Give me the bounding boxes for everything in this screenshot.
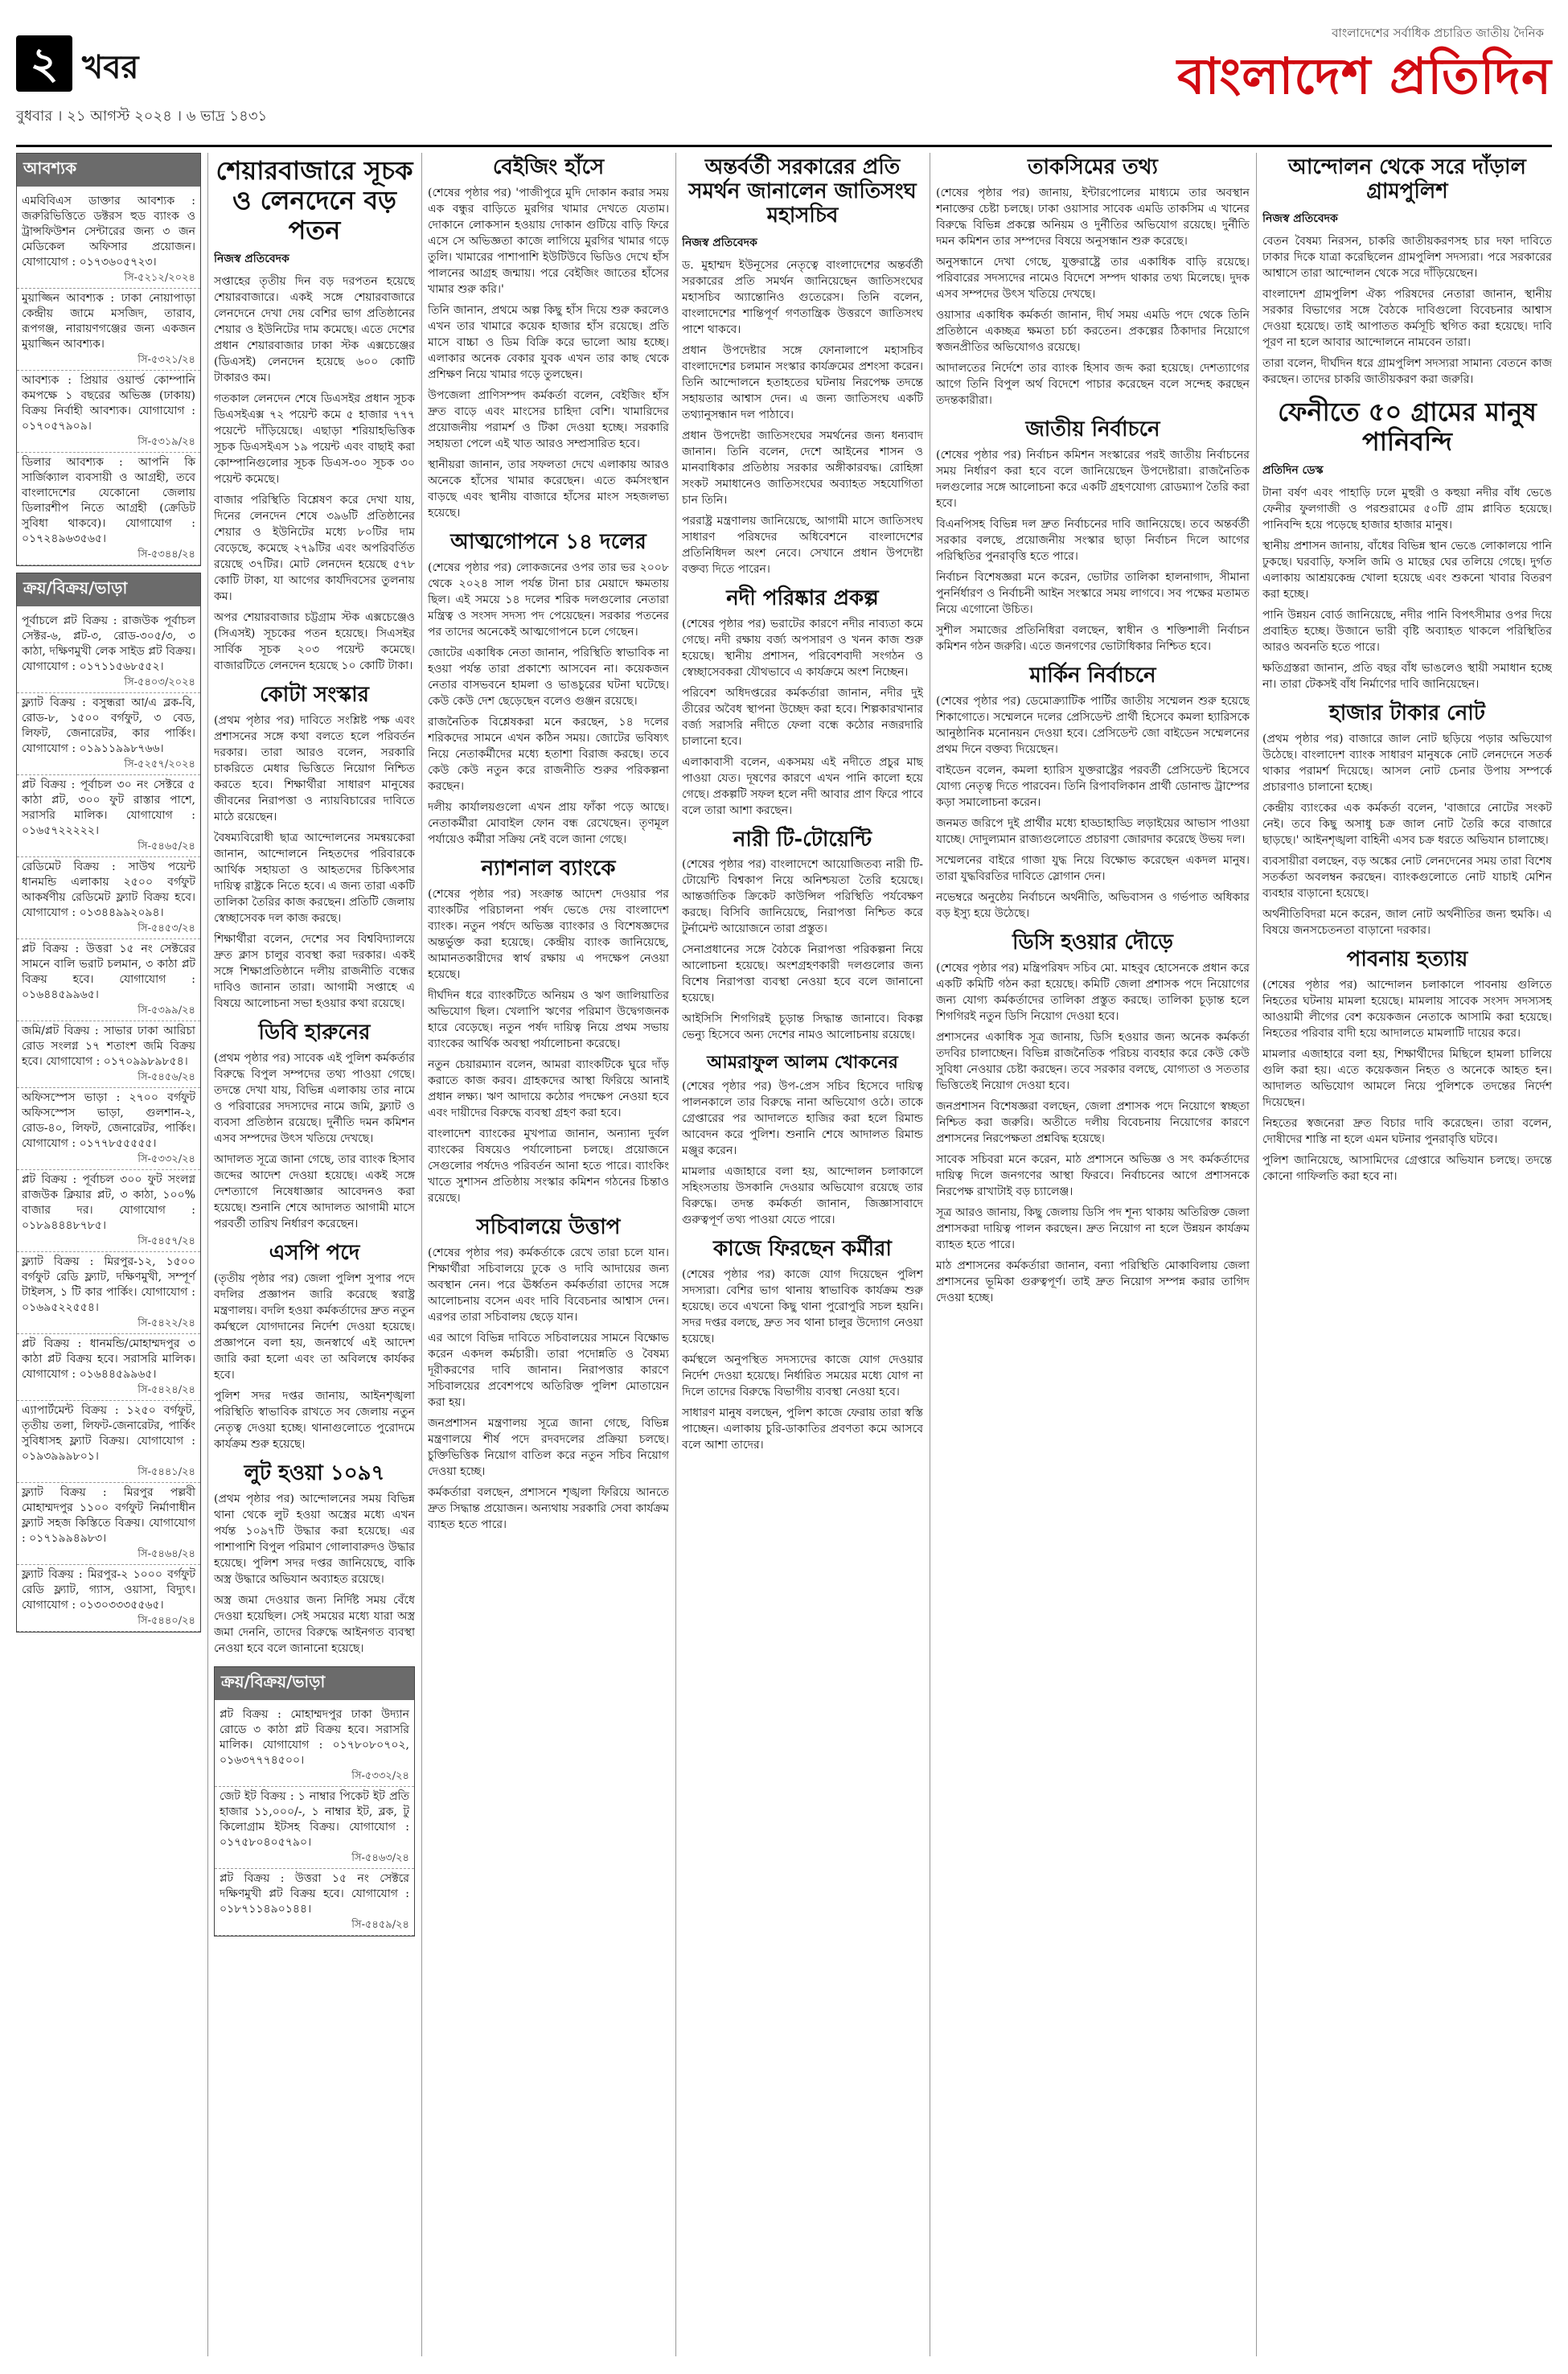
story-paragraph: পুলিশ সদর দপ্তর জানায়, আইনশৃঙ্খলা পরিস্থিতি স্বাভাবিক রাখতে সব জেলায় নতুন নেতৃত্ব দেওয়া হচ্ছে। থানাগুলোতে পুরোদমে কার্যক্রম শুরু হয়েছে।: [214, 1390, 415, 1452]
story-paragraph: শিক্ষার্থীরা বলেন, দেশের সব বিশ্ববিদ্যালয়ে দ্রুত ক্লাস চালুর ব্যবস্থা করা দরকার। একই সঙ্গে শিক্ষাপ্রতিষ্ঠানে দলীয় রাজনীতি বন্ধের দাবিও জানান তারা। আগামী সপ্তাহে এ বিষয়ে আলোচনা সভা হওয়ার কথা রয়েছে।: [214, 933, 415, 1011]
classified-ad-code: সি-৫৪৪১/২৪: [138, 1466, 195, 1478]
column-3: [428, 153, 669, 2364]
headline: জাতীয় নির্বাচনে: [1025, 417, 1160, 442]
column-2: [214, 153, 415, 2364]
story-paragraph: অস্ত্র জমা দেওয়ার জন্য নির্দিষ্ট সময় বেঁধে দেওয়া হয়েছিল। সেই সময়ের মধ্যে যারা অস্ত্র জমা দেননি, তাদের বিরুদ্ধে আইনগত ব্যবস্থা নেওয়া হবে বলে জানানো হয়েছে।: [214, 1593, 415, 1655]
story-secretariat: [428, 1216, 669, 1533]
classified-ad: [17, 289, 200, 371]
story-paragraph: বাইডেন বলেন, কমলা হ্যারিস যুক্তরাষ্ট্রের পরবর্তী প্রেসিডেন্ট হিসেবে যোগ্য নেতৃত্ব দিতে পারবেন। তিনি রিপাবলিকান প্রার্থী ডোনাল্ড ট্রাম্পের কড়া সমালোচনা করেন।: [936, 763, 1250, 809]
classified-ad: [17, 939, 200, 1021]
classified-ad-text: ফ্ল্যাট বিক্রয় : মিরপুর-১২, ১৫০০ বর্গফুট রেডি ফ্ল্যাট, দক্ষিণমুখী, সম্পূর্ণ টাইলস, ১ টি কার পার্কিং। যোগাযোগ : ০১৬৯৫২২৫৫৪।: [22, 1255, 195, 1314]
story-paragraph: অপর শেয়ারবাজার চট্টগ্রাম স্টক এক্সচেঞ্জেও (সিএসই) সূচকের পতন হয়েছে। সিএসইর সার্বিক সূচক ২০৩ পয়েন্ট কমেছে। বাজারটিতে লেনদেন হয়েছে ১০ কোটি টাকা।: [214, 611, 415, 673]
story-loot: [214, 1462, 415, 1657]
story-paragraph: মাঠ প্রশাসনের কর্মকর্তারা জানান, বন্যা পরিস্থিতি মোকাবিলায় জেলা প্রশাসনের ভূমিকা গুরুত্বপূর্ণ। তাই দ্রুত নিয়োগ সম্পন্ন করার তাগিদ দেওয়া হচ্ছে।: [936, 1259, 1250, 1304]
classified-ad-text: জেট ইট বিক্রয় : ১ নাম্বার পিকেট ইট প্রতি হাজার ১১,০০০/-, ১ নাম্বার ইট, ব্লক, টু কিলোগ্রাম ইটসহ বিক্রয়। যোগাযোগ : ০১৭৫৮০৪০৫৭৯০।: [220, 1789, 409, 1849]
story-sp: [214, 1242, 415, 1452]
story-t20: [682, 828, 923, 1044]
classified-ad: [17, 1170, 200, 1252]
classified-ad: [17, 453, 200, 565]
story-paragraph: কেন্দ্রীয় ব্যাংকের এক কর্মকর্তা বলেন, 'বাজারে নোটের সংকট নেই। তবে কিছু অসাধু চক্র জাল নোট তৈরি করে বাজারে ছাড়ছে।' আইনশৃঙ্খলা বাহিনী এসব চক্র ধরতে অভিযান চালাচ্ছে।: [1262, 802, 1552, 848]
column-6: [1262, 153, 1552, 2364]
story-paragraph: বাংলাদেশ গ্রামপুলিশ ঐক্য পরিষদের নেতারা জানান, স্থানীয় সরকার বিভাগের সঙ্গে বৈঠকে দাবিগুলো বিবেচনার আশ্বাস দেওয়া হয়েছে। তাই আপাতত কর্মসূচি স্থগিত করা হয়েছে। দাবি পূরণ না হলে আবার আন্দোলনে নামবেন তারা।: [1262, 287, 1552, 349]
classified-ad: [17, 191, 200, 289]
story-paragraph: পানি উন্নয়ন বোর্ড জানিয়েছে, নদীর পানি বিপৎসীমার ওপর দিয়ে প্রবাহিত হচ্ছে। উজানে ভারী বৃষ্টি অব্যাহত থাকলে পরিস্থিতির আরও অবনতি হতে পারে।: [1262, 609, 1552, 655]
story-paragraph: জনমত জরিপে দুই প্রার্থীর মধ্যে হাড্ডাহাড্ডি লড়াইয়ের আভাস পাওয়া যাচ্ছে। দোদুল্যমান রাজ্যগুলোতে প্রচারণা জোরদার করেছে উভয় দল।: [936, 816, 1250, 846]
headline: এসপি পদে: [269, 1241, 360, 1266]
headline: নারী টি-টোয়েন্টি: [733, 827, 872, 852]
byline: নিজস্ব প্রতিবেদক: [1262, 212, 1338, 225]
classified-ad-code: সি-৫৪২৪/২৪: [138, 1384, 195, 1396]
headline: কাজে ফিরছেন কর্মীরা: [713, 1236, 892, 1261]
classified-ad-code: সি-৫৩১৯/২৪: [138, 436, 195, 448]
story-paragraph: অর্থনীতিবিদরা মনে করেন, জাল নোট অর্থনীতির জন্য হুমকি। এ বিষয়ে জনসচেতনতা বাড়ানো দরকার।: [1262, 908, 1552, 938]
classified-ad-text: ফ্ল্যাট বিক্রয় : মিরপুর-২ ১০০০ বর্গফুট রেডি ফ্ল্যাট, গ্যাস, ওয়াসা, বিদ্যুৎ। যোগাযোগ : ০১৩০৩৩৩৫৫৬৫।: [22, 1568, 195, 1612]
story-paragraph: (প্রথম পৃষ্ঠার পর) আন্দোলনের সময় বিভিন্ন থানা থেকে লুট হওয়া অস্ত্রের মধ্যে এখন পর্যন্ত ১০৯৭টি উদ্ধার করা হয়েছে। এর পাশাপাশি বিপুল পরিমাণ গোলাবারুদও উদ্ধার হয়েছে। পুলিশ সদর দপ্তর জানিয়েছে, বাকি অস্ত্র উদ্ধারে অভিযান অব্যাহত রয়েছে।: [214, 1492, 415, 1586]
classified-ad-text: প্লট বিক্রয় : ধানমন্ডি/মোহাম্মদপুর ৩ কাঠা প্লট বিক্রয় হবে। সরাসরি মালিক। যোগাযোগ : ০১৬৪৪৫৯৯৬৫।: [22, 1337, 195, 1381]
masthead-rule: [16, 145, 1552, 147]
classified-ad-text: প্লট বিক্রয় : পূর্বাচল ৩০০ ফুট সংলগ্ন রাজউক ক্লিয়ার প্লট, ৩ কাঠা, ১০০% বাজার দর। যোগাযোগ : ০১৮৯৪৪৪৮৭৮৫।: [22, 1173, 195, 1232]
classified-ad: [17, 1021, 200, 1088]
classified-ad-code: সি-৫৩৩২/২৪: [138, 1153, 195, 1165]
classified-ad: [17, 1565, 200, 1632]
classified-ad-text: মুয়াজ্জিন আবশ্যক : ঢাকা নোয়াপাড়া কেন্দ্রীয় জামে মসজিদ, তারাব, রূপগঞ্জ, নারায়ণগঞ্জের জন্য একজন মুয়াজ্জিন আবশ্যক।: [22, 292, 195, 351]
story-paragraph: রাজনৈতিক বিশ্লেষকরা মনে করছেন, ১৪ দলের শরিকদের সামনে এখন কঠিন সময়। জোটের ভবিষ্যৎ নিয়ে নেতাকর্মীদের মধ্যে হতাশা বিরাজ করছে। তবে কেউ কেউ নতুন করে রাজনীতি শুরুর পরিকল্পনা করছেন।: [428, 715, 669, 793]
headline: কোটা সংস্কার: [260, 683, 369, 708]
story-workers: [682, 1238, 923, 1453]
classified-ad-text: অফিসস্পেস ভাড়া : ২৭০০ বর্গফুট অফিসস্পেস ভাড়া, গুলশান-২, রোড-৪০, লিফট, জেনারেটর, পার্কিং। যোগাযোগ : ০১৭৭৮৫৫৫৫৫।: [22, 1091, 195, 1150]
story-paragraph: পররাষ্ট্র মন্ত্রণালয় জানিয়েছে, আগামী মাসে জাতিসংঘ সাধারণ পরিষদের অধিবেশনে বাংলাদেশের প্রতিনিধিদল অংশ নেবে। সেখানে প্রধান উপদেষ্টা বক্তব্য দিতে পারেন।: [682, 514, 923, 576]
story-paragraph: (শেষের পৃষ্ঠার পর) বাংলাদেশে আয়োজিতব্য নারী টি-টোয়েন্টি বিশ্বকাপ নিয়ে অনিশ্চয়তা তৈরি হয়েছে। আন্তর্জাতিক ক্রিকেট কাউন্সিল পরিস্থিতি পর্যবেক্ষণ করছে। বিসিবি জানিয়েছে, নিরাপত্তা নিশ্চিত করে টুর্নামেন্ট আয়োজনে তারা প্রস্তুত।: [682, 858, 923, 936]
story-paragraph: (শেষের পৃষ্ঠার পর) কর্মকর্তাকে রেখে তারা চলে যান। শিক্ষার্থীরা সচিবালয়ে ঢুকে ও দাবি আদায়ের জন্য অবস্থান নেন। পরে ঊর্ধ্বতন কর্মকর্তারা তাদের সঙ্গে আলোচনায় বসেন এবং দাবি বিবেচনার আশ্বাস দেন। এরপর তারা সচিবালয় ছেড়ে যান।: [428, 1246, 669, 1324]
story-paragraph: জনপ্রশাসন মন্ত্রণালয় সূত্রে জানা গেছে, বিভিন্ন মন্ত্রণালয়ে শীর্ষ পদে রদবদলের প্রক্রিয়া চলছে। চুক্তিভিত্তিক নিয়োগ বাতিল করে নতুন সচিব নিয়োগ দেওয়া হচ্ছে।: [428, 1416, 669, 1478]
story-paragraph: পুলিশ জানিয়েছে, আসামিদের গ্রেপ্তারে অভিযান চলছে। তদন্তে কোনো গাফিলতি করা হবে না।: [1262, 1154, 1552, 1184]
story-paragraph: প্রধান উপদেষ্টার সঙ্গে ফোনালাপে মহাসচিব বাংলাদেশের চলমান সংস্কার কার্যক্রমের প্রশংসা করেন। তিনি আন্দোলনে হতাহতের ঘটনায় নিরপেক্ষ তদন্তে সহায়তার আশ্বাস দেন। এ জন্য জাতিসংঘ একটি তথ্যানুসন্ধান দল পাঠাবে।: [682, 343, 923, 421]
story-paragraph: নিহতের স্বজনেরা দ্রুত বিচার দাবি করেছেন। তারা বলেন, দোষীদের শাস্তি না হলে এমন ঘটনার পুনরাবৃত্তি ঘটবে।: [1262, 1117, 1552, 1147]
story-paragraph: সাবেক সচিবরা মনে করেন, মাঠ প্রশাসনে অভিজ্ঞ ও সৎ কর্মকর্তাদের দায়িত্ব দিলে জনগণের আস্থা ফিরবে। নির্বাচনের আগে প্রশাসনকে নিরপেক্ষ রাখাটাই বড় চ্যালেঞ্জ।: [936, 1152, 1250, 1198]
classified-ad-code: সি-৫৪২২/২৪: [138, 1317, 195, 1329]
classified-heading: ক্রয়/বিক্রয়/ভাড়া: [215, 1667, 414, 1700]
story-paragraph: ব্যবসায়ীরা বলছেন, বড় অঙ্কের নোট লেনদেনের সময় তারা বিশেষ সতর্কতা অবলম্বন করছেন। ব্যাংকগুলোতে নোট যাচাই মেশিন ব্যবহার বাড়ানো হয়েছে।: [1262, 855, 1552, 901]
classified-ad: [17, 611, 200, 693]
section-title: খবর: [82, 49, 139, 86]
story-paragraph: (শেষের পৃষ্ঠার পর) জানায়, ইন্টারপোলের মাধ্যমে তার অবস্থান শনাক্তের চেষ্টা চলছে। ঢাকা ওয়াসার সাবেক এমডি তাকসিম এ খানের বিরুদ্ধে বিভিন্ন প্রকল্পে অনিয়ম ও দুর্নীতির অভিযোগ রয়েছে। দুর্নীতি দমন কমিশন তার সম্পদের বিষয়ে অনুসন্ধান শুরু করেছে।: [936, 186, 1250, 248]
story-paragraph: আইসিসি শিগগিরই চূড়ান্ত সিদ্ধান্ত জানাবে। বিকল্প ভেন্যু হিসেবে অন্য দেশের নামও আলোচনায় রয়েছে।: [682, 1012, 923, 1042]
story-paragraph: বাজার পরিস্থিতি বিশ্লেষণ করে দেখা যায়, দিনের লেনদেন শেষে ৩৯৬টি প্রতিষ্ঠানের শেয়ার ও ইউনিটের মধ্যে ৮০টির দাম বেড়েছে, কমেছে ২৭৯টির এবং অপরিবর্তিত রয়েছে ৩৭টির। মোট লেনদেন হয়েছে ৫৭৮ কোটি টাকা, যা আগের কার্যদিবসের তুলনায় কম।: [214, 494, 415, 604]
classified-ad: [17, 371, 200, 453]
classified-ad-code: সি-৫২১২/২০২৪: [124, 272, 195, 284]
story-us-election: [936, 664, 1250, 922]
story-paragraph: মামলার এজাহারে বলা হয়, আন্দোলন চলাকালে সহিংসতায় উসকানি দেওয়ার অভিযোগ রয়েছে তার বিরুদ্ধে। তদন্ত কর্মকর্তা জানান, জিজ্ঞাসাবাদে গুরুত্বপূর্ণ তথ্য পাওয়া যেতে পারে।: [682, 1164, 923, 1226]
byline: প্রতিদিন ডেস্ক: [1262, 464, 1324, 478]
story-paragraph: জোটের একাধিক নেতা জানান, পরিস্থিতি স্বাভাবিক না হওয়া পর্যন্ত তারা প্রকাশ্যে আসবেন না। কয়েকজন নেতার বাসভবনে হামলা ও ভাঙচুরের ঘটনা ঘটেছে। কেউ কেউ দেশ ছেড়েছেন বলেও গুঞ্জন রয়েছে।: [428, 646, 669, 708]
story-paragraph: (শেষের পৃষ্ঠার পর) কাজে যোগ দিয়েছেন পুলিশ সদস্যরা। বেশির ভাগ থানায় স্বাভাবিক কার্যক্রম শুরু হয়েছে। তবে এখনো কিছু থানা পুরোপুরি সচল হয়নি। সদর দপ্তর বলছে, দ্রুত সব থানা চালুর উদ্যোগ নেওয়া হয়েছে।: [682, 1267, 923, 1345]
story-paragraph: (শেষের পৃষ্ঠার পর) নির্বাচন কমিশন সংস্কারের পরই জাতীয় নির্বাচনের সময় নির্ধারণ করা হবে বলে জানিয়েছেন উপদেষ্টারা। রাজনৈতিক দলগুলোর সঙ্গে আলোচনা করে একটি গ্রহণযোগ্য রোডম্যাপ তৈরি করা হবে।: [936, 448, 1250, 510]
story-paragraph: বেতন বৈষম্য নিরসন, চাকরি জাতীয়করণসহ চার দফা দাবিতে ঢাকার দিকে যাত্রা করেছিলেন গ্রামপুলিশ সদস্যরা। পরে সরকারের আশ্বাসে তারা আন্দোলন থেকে সরে দাঁড়িয়েছেন।: [1262, 234, 1552, 280]
story-paragraph: বৈষম্যবিরোধী ছাত্র আন্দোলনের সমন্বয়কেরা জানান, আন্দোলনে নিহতদের পরিবারকে আর্থিক সহায়তা ও আহতদের চিকিৎসার দায়িত্ব রাষ্ট্রকে নিতে হবে। এ জন্য তারা একটি তালিকা তৈরির কাজ করছেন। প্রতিটি জেলায় স্বেচ্ছাসেবক দল কাজ করছে।: [214, 832, 415, 926]
story-national-bank: [428, 857, 669, 1206]
classified-ad-code: সি-৫৪০৩/২০২৪: [124, 676, 195, 688]
classified-ad: [17, 775, 200, 857]
story-paragraph: সাধারণ মানুষ বলছেন, পুলিশ কাজে ফেরায় তারা স্বস্তি পাচ্ছেন। এলাকায় চুরি-ডাকাতির প্রবণতা কমে আসবে বলে আশা তাদের।: [682, 1406, 923, 1452]
story-river: [682, 587, 923, 819]
classified-ad-text: জমি/প্লট বিক্রয় : সাভার ঢাকা আরিচা রোড সংলগ্ন ১৭ শতাংশ জমি বিক্রয় হবে। যোগাযোগ : ০১৭০৯৯৮৯৮৫৪।: [22, 1025, 195, 1068]
classified-section-sale-2: [214, 1666, 415, 1937]
classified-ad-text: প্লট বিক্রয় : পূর্বাচল ৩০ নং সেক্টরে ৫ কাঠা প্লট, ৩০০ ফুট রাস্তার পাশে, সরাসরি মালিক। যোগাযোগ : ০১৬৫৭২২২২২।: [22, 778, 195, 837]
classified-ad-code: সি-৫৪৫৩/২৪: [138, 922, 195, 934]
classified-heading: ক্রয়/বিক্রয়/ভাড়া: [17, 573, 200, 606]
story-paragraph: এলাকাবাসী বলেন, একসময় এই নদীতে প্রচুর মাছ পাওয়া যেত। দূষণের কারণে এখন পানি কালো হয়ে গেছে। প্রকল্পটি সফল হলে নদী আবার প্রাণ ফিরে পাবে বলে তারা আশা করছেন।: [682, 755, 923, 817]
classified-ad-code: সি-৫২৫৭/২০২৪: [124, 758, 195, 770]
classified-ad-text: ফ্ল্যাট বিক্রয় : মিরপুর পল্লবী মোহাম্মদপুর ১১০০ বর্গফুট নির্মাণাধীন ফ্ল্যাট সহজ কিস্তিতে বিক্রয়। যোগাযোগ : ০১৭১৯৯৪৯৮৩।: [22, 1486, 195, 1545]
classified-ad-text: ডিলার আবশ্যক : আপনি কি সাৰ্জিক্যাল ব্যবসায়ী ও আগ্রহী, তবে বাংলাদেশের যেকোনো জেলায় ডিলারশীপ নিতে আগ্রহী (ক্রেডিট সুবিধা থাকবে)। যোগাযোগ : ০১৭২৪৯৬৩৫৬৫।: [22, 456, 195, 545]
classified-heading: আবশ্যক: [17, 154, 200, 187]
story-paragraph: নভেম্বরে অনুষ্ঠেয় নির্বাচনে অর্থনীতি, অভিবাসন ও গর্ভপাত অধিকার বড় ইস্যু হয়ে উঠেছে।: [936, 890, 1250, 920]
byline: নিজস্ব প্রতিবেদক: [682, 236, 757, 249]
story-paragraph: সম্মেলনের বাইরে গাজা যুদ্ধ নিয়ে বিক্ষোভ করেছেন একদল মানুষ। তারা যুদ্ধবিরতির দাবিতে স্লোগান দেন।: [936, 853, 1250, 883]
story-paragraph: ক্ষতিগ্রস্তরা জানান, প্রতি বছর বাঁধ ভাঙলেও স্থায়ী সমাধান হচ্ছে না। তারা টেকসই বাঁধ নির্মাণের দাবি জানিয়েছেন।: [1262, 662, 1552, 692]
story-paragraph: তিনি জানান, প্রথমে অল্প কিছু হাঁস দিয়ে শুরু করলেও এখন তার খামারে কয়েক হাজার হাঁস রয়েছে। প্রতি মাসে বাচ্চা ও ডিম বিক্রি করে ভালো আয় হচ্ছে। এলাকার অনেক বেকার যুবক এখন তার কাছ থেকে প্রশিক্ষণ নিয়ে খামার গড়ে তুলছেন।: [428, 303, 669, 381]
classified-ad: [17, 1252, 200, 1334]
classified-ad-text: প্লট বিক্রয় : উত্তরা ১৫ নং সেক্টরে দক্ষিণমুখী প্লট বিক্রয় হবে। যোগাযোগ : ০১৮৭১১৪৯০১৪৪।: [220, 1871, 409, 1916]
story-feni-flood: [1262, 397, 1552, 693]
newspaper-tagline: বাংলাদেশের সর্বাধিক প্রচারিত জাতীয় দৈনিক: [1332, 26, 1544, 40]
story-paragraph: অনুসন্ধানে দেখা গেছে, যুক্তরাষ্ট্রে তার একাধিক বাড়ি রয়েছে। পরিবারের সদস্যদের নামেও বিদেশে সম্পদ থাকার তথ্য মিলেছে। দুদক এসব সম্পদের উৎস খতিয়ে দেখছে।: [936, 255, 1250, 301]
story-paragraph: (প্রথম পৃষ্ঠার পর) বাজারে জাল নোট ছড়িয়ে পড়ার অভিযোগ উঠেছে। বাংলাদেশ ব্যাংক সাধারণ মানুষকে নোট লেনদেনে সতর্ক থাকার পরামর্শ দিয়েছে। আসল নোট চেনার উপায় সম্পর্কে প্রচারণাও চালানো হচ্ছে।: [1262, 733, 1552, 795]
story-paragraph: নির্বাচন বিশেষজ্ঞরা মনে করেন, ভোটার তালিকা হালনাগাদ, সীমানা পুনর্নির্ধারণ ও নির্বাচনী আইন সংস্কারে সময় লাগবে। সব পক্ষের মতামত নিয়ে এগোনো উচিত।: [936, 570, 1250, 616]
story-paragraph: (শেষের পৃষ্ঠার পর) মন্ত্রিপরিষদ সচিব মো. মাহবুব হোসেনকে প্রধান করে একটি কমিটি গঠন করা হয়েছে। কমিটি জেলা প্রশাসক পদে নিয়োগের জন্য যোগ্য কর্মকর্তাদের তালিকা প্রস্তুত করছে। তালিকা চূড়ান্ত হলে শিগগিরই নতুন ডিসি নিয়োগ দেওয়া হবে।: [936, 961, 1250, 1023]
classifieds-column: [16, 153, 201, 2364]
story-paragraph: আদালত সূত্রে জানা গেছে, তার ব্যাংক হিসাব জব্দের আদেশ দেওয়া হয়েছে। একই সঙ্গে দেশত্যাগে নিষেধাজ্ঞার আবেদনও করা হয়েছে। শুনানি শেষে আদালত আগামী মাসে পরবর্তী তারিখ নির্ধারণ করেছেন।: [214, 1153, 415, 1231]
classified-ad-code: সি-৫৪৫৭/২৪: [138, 1235, 195, 1247]
story-paragraph: (শেষের পৃষ্ঠার পর) ভরাটের কারণে নদীর নাব্যতা কমে গেছে। নদী রক্ষায় বর্জ্য অপসারণ ও খনন কাজ শুরু হয়েছে। স্থানীয় প্রশাসন, পরিবেশবাদী সংগঠন ও স্বেচ্ছাসেবকরা যৌথভাবে এ কার্যক্রমে অংশ নিচ্ছেন।: [682, 617, 923, 679]
story-thousand-note: [1262, 702, 1552, 939]
story-paragraph: প্রধান উপদেষ্টা জাতিসংঘের সমর্থনের জন্য ধন্যবাদ জানান। তিনি বলেন, দেশে আইনের শাসন ও মানবাধিকার প্রতিষ্ঠায় সরকার অঙ্গীকারবদ্ধ। রোহিঙ্গা সংকট সমাধানেও জাতিসংঘের অব্যাহত সহযোগিতা চান তিনি।: [682, 429, 923, 507]
headline: শেয়ারবাজারে সূচক ও লেনদেনে বড় পতন: [215, 155, 413, 245]
headline: আমরাফুল আলম খোকনের: [707, 1052, 898, 1074]
column-divider: [1256, 153, 1257, 2356]
classified-ad: [17, 1401, 200, 1483]
story-paragraph: স্থানীয়রা জানান, তার সফলতা দেখে এলাকায় আরও অনেকে হাঁসের খামার করেছেন। এতে কর্মসংস্থান বাড়ছে এবং স্থানীয় বাজারে হাঁসের মাংস সহজলভ্য হয়েছে।: [428, 458, 669, 520]
classified-ad-code: সি-৫৩২১/২৪: [138, 354, 195, 366]
story-paragraph: স্থানীয় প্রশাসন জানায়, বাঁধের বিভিন্ন স্থান ভেঙে লোকালয়ে পানি ঢুকছে। ঘরবাড়ি, ফসলি জমি ও মাছের ঘের তলিয়ে গেছে। দুর্গত এলাকায় আশ্রয়কেন্দ্র খোলা হয়েছে এবং শুকনো খাবার বিতরণ করা হচ্ছে।: [1262, 540, 1552, 602]
story-paragraph: দলীয় কার্যালয়গুলো এখন প্রায় ফাঁকা পড়ে আছে। নেতাকর্মীরা মোবাইল ফোন বন্ধ রেখেছেন। তৃণমূল পর্যায়েও কর্মীরা সক্রিয় নেই বলে জানা গেছে।: [428, 800, 669, 846]
newspaper-name: বাংলাদেশ প্রতিদিন: [1177, 47, 1552, 105]
column-4: [682, 153, 923, 2364]
story-paragraph: প্রশাসনের একাধিক সূত্র জানায়, ডিসি হওয়ার জন্য অনেক কর্মকর্তা তদবির চালাচ্ছেন। বিভিন্ন রাজনৈতিক পরিচয় ব্যবহার করে কেউ কেউ সুবিধা নেওয়ার চেষ্টা করছেন। তবে সরকার বলছে, যোগ্যতা ও সততার ভিত্তিতেই নিয়োগ দেওয়া হবে।: [936, 1030, 1250, 1092]
classified-ad: [17, 693, 200, 775]
classified-ad-code: সি-৫৪৬৫/২৪: [138, 840, 195, 852]
classified-ad-text: পূর্বাচলে প্লট বিক্রয় : রাজউক পূর্বাচল সেক্টর-৬, প্লট-৩, রোড-৩০৫/৩, ৩ কাঠা, দক্ষিণমুখী লেক সাইড প্লট বিক্রয়। যোগাযোগ : ০১৭১১৫৬৮৫৫২।: [22, 614, 195, 673]
story-national-election: [936, 418, 1250, 655]
classified-ad: [17, 1088, 200, 1170]
story-taksim: [936, 156, 1250, 409]
story-paragraph: কর্মকর্তারা বলছেন, প্রশাসনে শৃঙ্খলা ফিরিয়ে আনতে দ্রুত সিদ্ধান্ত প্রয়োজন। অন্যথায় সরকারি সেবা কার্যক্রম ব্যাহত হতে পারে।: [428, 1485, 669, 1531]
story-paragraph: নতুন চেয়ারম্যান বলেন, আমরা ব্যাংকটিকে ঘুরে দাঁড় করাতে কাজ করব। গ্রাহকদের আস্থা ফিরিয়ে আনাই প্রধান লক্ষ্য। ঋণ আদায়ে কঠোর পদক্ষেপ নেওয়া হবে এবং দায়ীদের বিরুদ্ধে ব্যবস্থা গ্রহণ করা হবে।: [428, 1058, 669, 1119]
story-paragraph: বিএনপিসহ বিভিন্ন দল দ্রুত নির্বাচনের দাবি জানিয়েছে। তবে অন্তর্বর্তী সরকার বলছে, প্রয়োজনীয় সংস্কার ছাড়া নির্বাচন দিলে আগের পরিস্থিতির পুনরাবৃত্তি হতে পারে।: [936, 517, 1250, 563]
classified-ad-text: প্লট বিক্রয় : মোহাম্মদপুর ঢাকা উদ্যান রোডে ৩ কাঠা প্লট বিক্রয় হবে। সরাসরি মালিক। যোগাযোগ : ০১৭৮০৮০৭০২, ০১৬৩৭৭৭৪৫০০।: [220, 1707, 409, 1767]
story-hiding: [428, 531, 669, 848]
classified-ad: [215, 1705, 414, 1787]
column-divider: [421, 153, 422, 2356]
dateline: বুধবার । ২১ আগস্ট ২০২৪ । ৬ ভাদ্র ১৪৩১: [16, 108, 268, 125]
classified-ad-code: সি-৫৪৫৯/২৪: [351, 1918, 409, 1931]
headline: বেইজিং হাঁসে: [492, 155, 605, 179]
story-paragraph: পরিবেশ অধিদপ্তরের কর্মকর্তারা জানান, নদীর দুই তীরের অবৈধ স্থাপনা উচ্ছেদ করা হবে। শিল্পকারখানার বর্জ্য সরাসরি নদীতে ফেলা বন্ধে কঠোর নজরদারি চালানো হবে।: [682, 686, 923, 748]
story-paragraph: সেনাপ্রধানের সঙ্গে বৈঠকে নিরাপত্তা পরিকল্পনা নিয়ে আলোচনা হয়েছে। অংশগ্রহণকারী দলগুলোর জন্য বিশেষ নিরাপত্তা ব্যবস্থা নেওয়া হবে বলে জানানো হয়েছে।: [682, 943, 923, 1005]
masthead: [16, 24, 1552, 145]
headline: আন্দোলন থেকে সরে দাঁড়াল গ্রামপুলিশ: [1288, 155, 1526, 203]
classified-ad-code: সি-৫৪৬৪/২৪: [138, 1548, 195, 1560]
story-interim-government: [682, 156, 923, 577]
story-paragraph: (শেষের পৃষ্ঠার পর) ডেমোক্র্যাটিক পার্টির জাতীয় সম্মেলন শুরু হয়েছে শিকাগোতে। সম্মেলনে দলের প্রেসিডেন্ট প্রার্থী হিসেবে কমলা হ্যারিসকে আনুষ্ঠানিক মনোনয়ন দেওয়া হবে। প্রেসিডেন্ট জো বাইডেন সম্মেলনের প্রথম দিনে বক্তব্য দিয়েছেন।: [936, 694, 1250, 756]
headline: আত্মগোপনে ১৪ দলের: [450, 529, 646, 554]
story-quota: [214, 684, 415, 1012]
story-paragraph: বাংলাদেশ ব্যাংকের মুখপাত্র জানান, অন্যান্য দুর্বল ব্যাংকের বিষয়েও পর্যালোচনা চলছে। প্রয়োজনে সেগুলোর পর্ষদেও পরিবর্তন আনা হতে পারে। ব্যাংকিং খাতে সুশাসন প্রতিষ্ঠায় সংস্কার কমিশন গঠনের চিন্তাও রয়েছে।: [428, 1127, 669, 1205]
classified-ad-text: রেডিমেট বিক্রয় : সাউথ পয়েন্ট ধানমন্ডি এলাকায় ২৫০০ বর্গফুট আকর্ষণীয় রেডিমেট ফ্ল্যাট বিক্রয় হবে। যোগাযোগ : ০১৩৪৪৯৯২০৯৪।: [22, 860, 195, 919]
classified-section-wanted: [16, 153, 201, 566]
classified-ad-code: সি-৫৪৬৩/২৪: [351, 1851, 409, 1864]
story-paragraph: মামলার এজাহারে বলা হয়, শিক্ষার্থীদের মিছিলে হামলা চালিয়ে গুলি করা হয়। এতে কয়েকজন নিহত ও অনেকে আহত হন। আদালত অভিযোগ আমলে নিয়ে পুলিশকে তদন্তের নির্দেশ দিয়েছেন।: [1262, 1048, 1552, 1110]
story-paragraph: (তৃতীয় পৃষ্ঠার পর) জেলা পুলিশ সুপার পদে বদলির প্রজ্ঞাপন জারি করেছে স্বরাষ্ট্র মন্ত্রণালয়। বদলি হওয়া কর্মকর্তাদের দ্রুত নতুন কর্মস্থলে যোগদানের নির্দেশ দেওয়া হয়েছে। প্রজ্ঞাপনে বলা হয়, জনস্বার্থে এই আদেশ জারি করা হলো এবং তা অবিলম্বে কার্যকর হবে।: [214, 1272, 415, 1382]
classified-ad-text: আবশ্যক : প্রিয়ার ওয়ার্ল্ড কোম্পানি কমপক্ষে ১ বছরের অভিজ্ঞ (ঢাকায়) বিক্রয় নির্বাহী আবশ্যক। যোগাযোগ : ০১৭০৫৭৯০৯।: [22, 374, 195, 433]
classified-ad-text: এমবিবিএস ডাক্তার আবশ্যক : জরুরিভিত্তিতে ডক্টরস হুড ব্যাংক ও ট্রান্সফিউশন সেন্টারের জন্য ৩ জন মেডিকেল অফিসার প্রয়োজন। যোগাযোগ : ০১৭৩৬০৫৭২৩।: [22, 195, 195, 269]
page-number: ২: [16, 35, 72, 92]
story-dc-race: [936, 931, 1250, 1306]
headline: ফেনীতে ৫০ গ্রামের মানুষ পানিবন্দি: [1278, 396, 1537, 457]
classified-ad-code: সি-৫৪৫৬/২৪: [138, 1071, 195, 1083]
headline: তাকসিমের তথ্য: [1028, 155, 1158, 179]
story-paragraph: আদালতের নির্দেশে তার ব্যাংক হিসাব জব্দ করা হয়েছে। দেশত্যাগের আগে তিনি বিপুল অর্থ বিদেশে পাচার করেছেন বলে সন্দেহ করছেন তদন্তকারীরা।: [936, 361, 1250, 407]
column-divider: [207, 153, 208, 2356]
headline: নদী পরিষ্কার প্রকল্প: [726, 585, 879, 610]
story-paragraph: ড. মুহাম্মদ ইউনূসের নেতৃত্বে বাংলাদেশের অন্তর্বর্তী সরকারের প্রতি সমর্থন জানিয়েছেন জাতিসংঘের মহাসচিব অ্যান্তোনিও গুতেরেস। তিনি বলেন, বাংলাদেশের শান্তিপূর্ণ গণতান্ত্রিক উত্তরণে জাতিসংঘ পাশে থাকবে।: [682, 258, 923, 336]
story-paragraph: (শেষের পৃষ্ঠার পর) 'পাজীপুরে মুদি দোকান করার সময় এক বন্ধুর বাড়িতে মুরগির খামার দেখতে যেতাম। দোকানে লোকসান হওয়ায় দোকান গুটিয়ে বাড়ি ফিরে এসে সে অভিজ্ঞতা কাজে লাগিয়ে মুরগির খামার গড়ে তুলি। খামারের পাশাপাশি ইউটিউবে ভিডিও দেখে হাঁস পালনের আগ্রহ জন্মায়। পরে বেইজিং জাতের হাঁসের খামার শুরু করি।': [428, 186, 669, 296]
headline: হাজার টাকার নোট: [1329, 701, 1485, 726]
story-share-market: [214, 156, 415, 674]
story-paragraph: (প্রথম পৃষ্ঠার পর) দাবিতে সংশ্লিষ্ট পক্ষ এবং প্রশাসনের সঙ্গে কথা বলতে হলে পরিবর্তন দরকার। তারা আরও বলেন, সরকারি চাকরিতে মেধার ভিত্তিতে নিয়োগ নিশ্চিত করতে হবে। শিক্ষার্থীরা সাধারণ মানুষের জীবনের নিরাপত্তা ও ন্যায়বিচারের দাবিতে মাঠে রয়েছেন।: [214, 714, 415, 824]
classified-ad: [17, 1483, 200, 1565]
story-paragraph: কর্মস্থলে অনুপস্থিত সদস্যদের কাজে যোগ দেওয়ার নির্দেশ দেওয়া হয়েছে। নির্ধারিত সময়ের মধ্যে যোগ না দিলে তাদের বিরুদ্ধে বিভাগীয় ব্যবস্থা নেওয়া হবে।: [682, 1353, 923, 1399]
story-paragraph: (শেষের পৃষ্ঠার পর) উপ-প্রেস সচিব হিসেবে দায়িত্ব পালনকালে তার বিরুদ্ধে নানা অভিযোগ ওঠে। তাকে গ্রেপ্তারের পর আদালতে হাজির করা হলে রিমান্ড আবেদন করে পুলিশ। শুনানি শেষে আদালত রিমান্ড মঞ্জুর করেন।: [682, 1079, 923, 1157]
headline: পাবনায় হত্যায়: [1346, 947, 1468, 972]
headline: অন্তর্বর্তী সরকারের প্রতি সমর্থন জানালেন জাতিসংঘ মহাসচিব: [688, 155, 917, 228]
classified-ad-text: ফ্ল্যাট বিক্রয় : বসুন্ধরা আ/এ ব্লক-বি, রোড-৮, ১৫০০ বর্গফুট, ৩ বেড, লিফট, জেনারেটর, কার পার্কিং। যোগাযোগ : ০১৯১১৯৯৮৭৬৬।: [22, 696, 195, 755]
column-5: [936, 153, 1250, 2364]
newspaper-logo: [1069, 24, 1552, 129]
story-paragraph: সূত্র আরও জানায়, কিছু জেলায় ডিসি পদ শূন্য থাকায় অতিরিক্ত জেলা প্রশাসকরা দায়িত্ব পালন করছেন। দ্রুত নিয়োগ না হলে উন্নয়ন কার্যক্রম ব্যাহত হতে পারে।: [936, 1205, 1250, 1251]
classified-ad: [215, 1869, 414, 1936]
headline: লুট হওয়া ১০৯৭: [244, 1461, 385, 1486]
classified-ad-text: প্লট বিক্রয় : উত্তরা ১৫ নং সেক্টরের সামনে বালি ভরাট চলমান, ৩ কাঠা প্লট বিক্রয় হবে। যোগাযোগ : ০১৬৪৪৫৯৯৬৫।: [22, 943, 195, 1001]
classified-section-sale: [16, 573, 201, 1633]
byline: নিজস্ব প্রতিবেদক: [214, 253, 289, 266]
story-paragraph: গতকাল লেনদেন শেষে ডিএসইর প্রধান সূচক ডিএসইএক্স ৭২ পয়েন্ট কমে ৫ হাজার ৭৭৭ পয়েন্টে দাঁড়িয়েছে। এছাড়া শরিয়াহভিত্তিক সূচক ডিএসইএস ১৯ পয়েন্ট এবং বাছাই করা কোম্পানিগুলোর সূচক ডিএস-৩০ সূচক ৩০ পয়েন্ট কমেছে।: [214, 392, 415, 487]
story-paragraph: তারা বলেন, দীর্ঘদিন ধরে গ্রামপুলিশ সদস্যরা সামান্য বেতনে কাজ করছেন। তাদের চাকরি জাতীয়করণ করা জরুরি।: [1262, 356, 1552, 386]
story-paragraph: সপ্তাহের তৃতীয় দিন বড় দরপতন হয়েছে শেয়ারবাজারে। একই সঙ্গে শেয়ারবাজারে লেনদেনে দেখা দেয় বেশির ভাগ প্রতিষ্ঠানের শেয়ার ও ইউনিটের দাম কমেছে। এতে দেশের প্রধান শেয়ারবাজার ঢাকা স্টক এক্সচেঞ্জের (ডিএসই) লেনদেন হয়েছে ৬০০ কোটি টাকারও কম।: [214, 275, 415, 385]
story-gram-police: [1262, 156, 1552, 388]
story-paragraph: সুশীল সমাজের প্রতিনিধিরা বলছেন, স্বাধীন ও শক্তিশালী নির্বাচন কমিশন গঠন জরুরি। এতে জনগণের ভোটাধিকার নিশ্চিত হবে।: [936, 623, 1250, 653]
story-paragraph: উপজেলা প্রাণিসম্পদ কর্মকর্তা বলেন, বেইজিং হাঁস দ্রুত বাড়ে এবং মাংসের চাহিদা বেশি। খামারিদের প্রয়োজনীয় পরামর্শ ও টিকা দেওয়া হচ্ছে। সরকারি সহায়তা পেলে এই খাত আরও সম্প্রসারিত হবে।: [428, 388, 669, 450]
story-awami-league: [682, 1053, 923, 1227]
headline: ডিবি হারুনের: [258, 1021, 371, 1045]
story-beijing-duck: [428, 156, 669, 521]
classified-ad-code: সি-৫৪৪০/২৪: [138, 1615, 195, 1627]
classified-ad: [17, 1334, 200, 1401]
headline: ডিসি হওয়ার দৌড়ে: [1012, 930, 1173, 955]
story-paragraph: টানা বর্ষণ এবং পাহাড়ি ঢলে মুহুরী ও কহুয়া নদীর বাঁধ ভেঙে ফেনীর ফুলগাজী ও পরশুরামের ৫০টি গ্রাম প্লাবিত হয়েছে। পানিবন্দি হয়ে পড়েছে হাজার হাজার মানুষ।: [1262, 487, 1552, 532]
headline: মার্কিন নির্বাচনে: [1029, 663, 1156, 688]
story-dibi: [214, 1021, 415, 1232]
classified-ad-code: সি-৫৩৩২/২৪: [351, 1769, 409, 1782]
headline: সচিবালয়ে উত্তাপ: [476, 1214, 621, 1239]
story-paragraph: এর আগে বিভিন্ন দাবিতে সচিবালয়ের সামনে বিক্ষোভ করেন একদল কর্মচারী। তারা পদোন্নতি ও বৈষম্য দূরীকরণের দাবি জানান। নিরাপত্তার কারণে সচিবালয়ের প্রবেশপথে অতিরিক্ত পুলিশ মোতায়েন করা হয়।: [428, 1331, 669, 1409]
story-paragraph: ওয়াসার একাধিক কর্মকর্তা জানান, দীর্ঘ সময় এমডি পদে থেকে তিনি প্রতিষ্ঠানে একচ্ছত্র ক্ষমতা চর্চা করতেন। প্রকল্পের ঠিকাদার নিয়োগে স্বজনপ্রীতির অভিযোগও রয়েছে।: [936, 308, 1250, 354]
story-paragraph: (শেষের পৃষ্ঠার পর) সংক্রান্ত আদেশ দেওয়ার পর ব্যাংকটির পরিচালনা পর্ষদ ভেঙে দেয় বাংলাদেশ ব্যাংক। নতুন পর্ষদে অভিজ্ঞ ব্যাংকার ও বিশেষজ্ঞদের অন্তর্ভুক্ত করা হয়েছে। কেন্দ্রীয় ব্যাংক জানিয়েছে, আমানতকারীদের স্বার্থ রক্ষায় এ পদক্ষেপ নেওয়া হয়েছে।: [428, 887, 669, 981]
story-paragraph: (প্রথম পৃষ্ঠার পর) সাবেক এই পুলিশ কর্মকর্তার বিরুদ্ধে বিপুল সম্পদের তথ্য পাওয়া গেছে। তদন্তে দেখা যায়, বিভিন্ন এলাকায় তার নামে ও পরিবারের সদস্যদের নামে জমি, ফ্ল্যাট ও ব্যবসা প্রতিষ্ঠান রয়েছে। দুর্নীতি দমন কমিশন এসব সম্পদের উৎস খতিয়ে দেখছে।: [214, 1052, 415, 1146]
headline: ন্যাশনাল ব্যাংকে: [481, 856, 616, 881]
story-paragraph: দীর্ঘদিন ধরে ব্যাংকটিতে অনিয়ম ও ঋণ জালিয়াতির অভিযোগ ছিল। খেলাপি ঋণের পরিমাণ উদ্বেগজনক হারে বেড়েছে। নতুন পর্ষদ দায়িত্ব নিয়ে প্রথম সভায় ব্যাংকের আর্থিক অবস্থা পর্যালোচনা করেছে।: [428, 988, 669, 1050]
classified-ad: [17, 857, 200, 939]
story-paragraph: (শেষের পৃষ্ঠার পর) আন্দোলন চলাকালে পাবনায় গুলিতে নিহতের ঘটনায় মামলা হয়েছে। মামলায় সাবেক সংসদ সদস্যসহ আওয়ামী লীগের বেশ কয়েকজন নেতাকে আসামি করা হয়েছে। নিহতের পরিবার বাদী হয়ে আদালতে মামলাটি দায়ের করে।: [1262, 979, 1552, 1041]
classified-ad-text: এ্যাপার্টমেন্ট বিক্রয় : ১২৫০ বর্গফুট, তৃতীয় তলা, লিফট-জেনারেটর, পার্কিং সুবিধাসহ ফ্ল্যাট বিক্রয়। যোগাযোগ : ০১৯৩৯৯৯৮০১।: [22, 1404, 195, 1463]
story-paragraph: জনপ্রশাসন বিশেষজ্ঞরা বলছেন, জেলা প্রশাসক পদে নিয়োগে স্বচ্ছতা নিশ্চিত করা জরুরি। অতীতে দলীয় বিবেচনায় নিয়োগের কারণে প্রশাসনের নিরপেক্ষতা প্রশ্নবিদ্ধ হয়েছে।: [936, 1099, 1250, 1145]
story-paragraph: (শেষের পৃষ্ঠার পর) লোকজনের ওপর তার ভর ২০০৮ থেকে ২০২৪ সাল পর্যন্ত টানা চার মেয়াদে ক্ষমতায় ছিল। এই সময়ে ১৪ দলের শরিক দলগুলোর নেতারা মন্ত্রিত্ব ও সংসদ সদস্য পদ পেয়েছেন। সরকার পতনের পর তাদের অনেকেই আত্মগোপনে চলে গেছেন।: [428, 561, 669, 639]
classified-ad-code: সি-৫৩৪৪/২৪: [138, 548, 195, 561]
classified-ad: [215, 1787, 414, 1869]
column-divider: [675, 153, 676, 2356]
classified-ad-code: সি-৫৩৯৯/২৪: [138, 1004, 195, 1017]
story-pabna: [1262, 948, 1552, 1185]
